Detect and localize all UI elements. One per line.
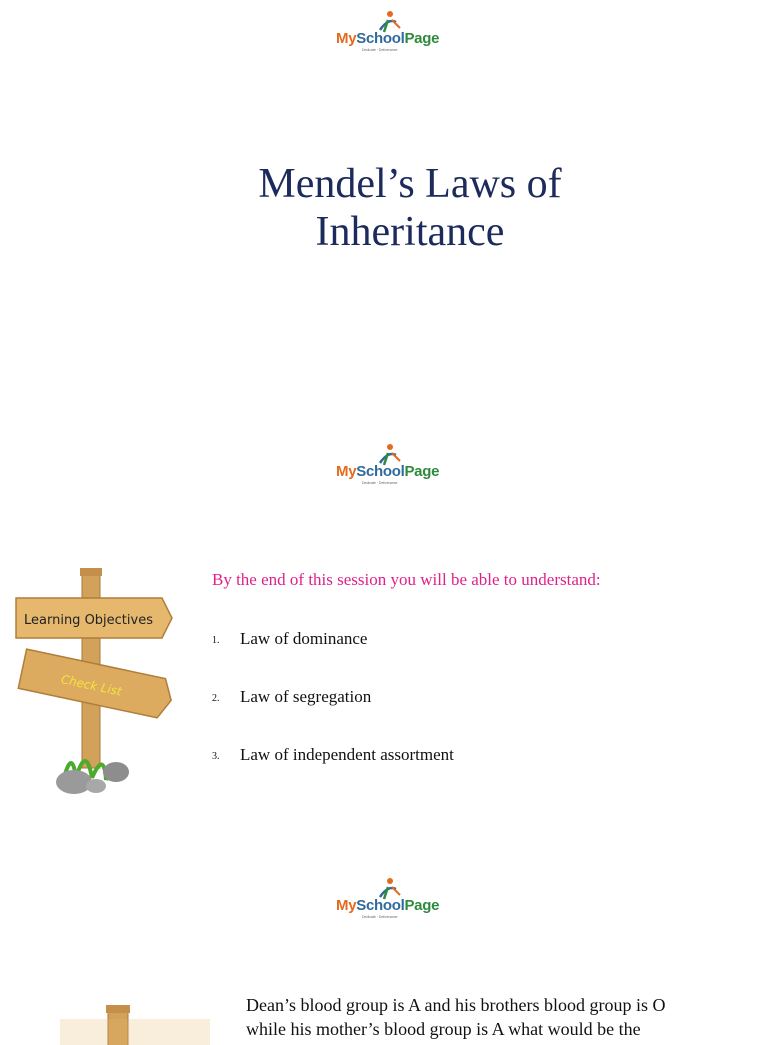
logo-tagline: Dedicate · Deliverance [362,915,398,919]
myschoolpage-logo [336,877,444,921]
title-line-1: Mendel’s Laws of [258,161,562,207]
objective-item [212,745,454,765]
sign-check-list: Check List [59,672,123,699]
logo-wordmark: MySchoolPage [336,30,440,47]
objectives-heading: By the end of this session you will be able to understand: [212,570,601,589]
objective-text: Law of independent assortment [240,745,454,764]
objective-item [212,629,367,649]
objective-number: 2. [212,692,220,704]
objective-text: Law of dominance [240,629,368,648]
objective-item [212,687,371,707]
myschoolpage-logo [336,10,444,54]
logo-wordmark: MySchoolPage [336,897,440,914]
signpost-illustration [14,568,174,796]
logo-tagline: Dedicate · Deliverance [362,48,398,52]
signpost-illustration-partial [60,1005,210,1045]
sign-learning-objectives: Learning Objectives [24,613,153,628]
question-text [246,993,716,1041]
slide-title [190,160,630,256]
objective-number: 3. [212,750,220,762]
question-line-1: Dean’s blood group is A and his brothers blood group is O [246,995,666,1015]
question-line-2: while his mother’s blood group is A what would be the [246,1019,641,1039]
objective-number: 1. [212,634,220,646]
objective-text: Law of segregation [240,687,372,706]
myschoolpage-logo [336,443,444,487]
logo-wordmark: MySchoolPage [336,463,440,480]
title-line-2: Inheritance [315,209,505,255]
logo-tagline: Dedicate · Deliverance [362,481,398,485]
